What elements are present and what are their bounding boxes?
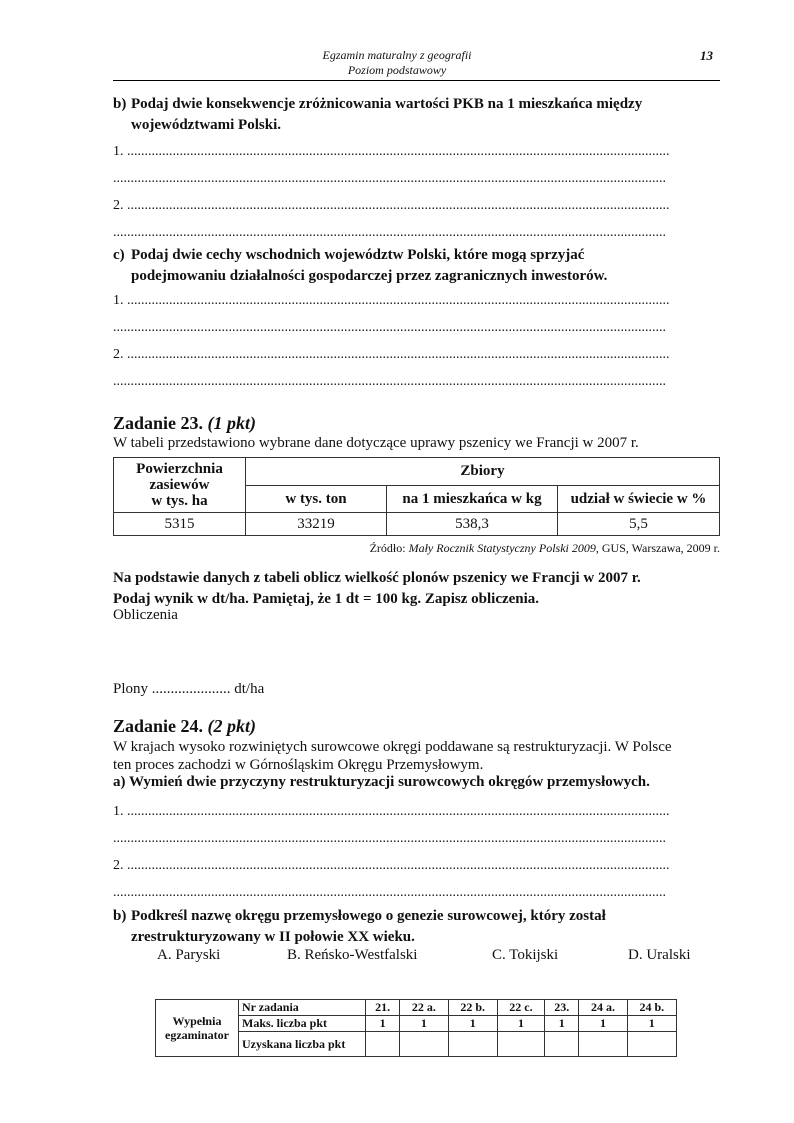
examiner-label-line: egzaminator [165,1028,229,1042]
task24b-label: b) [113,908,127,924]
answer-line[interactable]: 2. ........................................................................................................................................................... [113,198,670,213]
examiner-label [156,1000,239,1057]
table-source [370,541,720,556]
task23-instruction [113,568,720,610]
task24b-line2: zrestrukturyzowany w II połowie XX wieku. [131,929,415,945]
task23-number: Zadanie 23. [113,413,204,433]
option-d[interactable]: D. Uralski [628,947,691,963]
max-points-cell: 1 [497,1016,544,1032]
max-points-cell: 1 [400,1016,448,1032]
obtained-points-cell[interactable] [627,1032,676,1057]
task22c-line2: podejmowaniu działalności gospodarczej przez zagranicznych inwestorów. [131,268,608,284]
obtained-points-cell[interactable] [366,1032,400,1057]
exam-title: Egzamin maturalny z geografii [322,48,472,62]
task23-instruction-line2: Podaj wynik w dt/ha. Pamiętaj, że 1 dt = 100 kg. Zapisz obliczenia. [113,591,540,607]
max-points-cell: 1 [545,1016,579,1032]
task24-number: Zadanie 24. [113,716,204,736]
header-area [114,458,246,513]
calculations-label: Obliczenia [113,607,178,623]
task22c-label: c) [113,247,125,263]
max-points-cell: 1 [448,1016,497,1032]
header-area-line: zasiewów [149,477,210,493]
task23-instruction-line1: Na podstawie danych z tabeli oblicz wielkość plonów pszenicy we Francji w 2007 r. [113,570,641,586]
task-number-cell: 24 a. [579,1000,627,1016]
answer-line[interactable]: 2. ........................................................................................................................................................... [113,858,670,873]
header-area-line: w tys. ha [151,493,208,509]
task-number-cell: 21. [366,1000,400,1016]
max-points-cell: 1 [366,1016,400,1032]
answer-line[interactable]: 1. ........................................................................................................................................................... [113,144,670,159]
header-harvest: Zbiory [246,458,720,486]
table-cell: 538,3 [387,513,558,536]
examiner-score-table [155,999,677,1057]
option-b[interactable]: B. Reńsko-Westfalski [287,947,418,963]
examiner-label-line: Wypełnia [172,1014,222,1028]
task22c-question [113,245,720,287]
obtained-points-cell[interactable] [497,1032,544,1057]
header-world-share: udział w świecie w % [558,486,720,513]
task24-title [113,716,256,737]
answer-line[interactable]: .............................................................................................................................................................. [113,225,666,240]
row-label-obtained-points: Uzyskana liczba pkt [239,1032,366,1057]
answer-line[interactable]: .............................................................................................................................................................. [113,831,666,846]
task22b-line2: województwami Polski. [131,117,281,133]
table-cell: 5315 [114,513,246,536]
task-number-cell: 22 a. [400,1000,448,1016]
answer-line[interactable]: 2. ........................................................................................................................................................... [113,347,670,362]
answer-line[interactable]: .............................................................................................................................................................. [113,374,666,389]
task22b-question [113,94,720,136]
row-label-max-points: Maks. liczba pkt [239,1016,366,1032]
task24-intro-line2: ten proces zachodzi w Górnośląskim Okręgu Przemysłowym. [113,757,484,773]
task24b-line1: Podkreśl nazwę okręgu przemysłowego o genezie surowcowej, który został [131,908,606,924]
answer-line[interactable]: .............................................................................................................................................................. [113,320,666,335]
table-cell: 33219 [246,513,387,536]
task23-intro: W tabeli przedstawiono wybrane dane dotyczące uprawy pszenicy we Francji w 2007 r. [113,435,639,451]
max-points-cell: 1 [627,1016,676,1032]
page-number: 13 [700,48,713,63]
task23-points: (1 pkt) [207,413,257,433]
task-number-cell: 22 c. [497,1000,544,1016]
answer-line[interactable]: .............................................................................................................................................................. [113,885,666,900]
task23-title [113,413,256,434]
task24-intro-line1: W krajach wysoko rozwiniętych surowcowe okręgi poddawane są restrukturyzacji. W Polsce [113,739,672,755]
obtained-points-cell[interactable] [448,1032,497,1057]
header-tonnes: w tys. ton [246,486,387,513]
task22c-line1: Podaj dwie cechy wschodnich województw Polski, które mogą sprzyjać [131,247,585,263]
task-number-cell: 22 b. [448,1000,497,1016]
task22b-line1: Podaj dwie konsekwencje zróżnicowania wartości PKB na 1 mieszkańca między [131,96,643,112]
task24a-question: a) Wymień dwie przyczyny restrukturyzacji surowcowych okręgów przemysłowych. [113,774,650,790]
max-points-cell: 1 [579,1016,627,1032]
option-a[interactable]: A. Paryski [157,947,221,963]
row-label-task-number: Nr zadania [239,1000,366,1016]
task-number-cell: 24 b. [627,1000,676,1016]
header-per-capita: na 1 mieszkańca w kg [387,486,558,513]
exam-level: Poziom podstawowy [347,63,447,77]
answer-line[interactable]: .............................................................................................................................................................. [113,171,666,186]
header-area-line: Powierzchnia [136,461,223,477]
answer-line[interactable]: 1. ........................................................................................................................................................... [113,804,670,819]
task24-intro [113,738,720,774]
source-prefix: Źródło: [369,541,409,555]
option-c[interactable]: C. Tokijski [492,947,559,963]
obtained-points-cell[interactable] [579,1032,627,1057]
task24b-question [113,906,720,948]
obtained-points-cell[interactable] [400,1032,448,1057]
source-title: Mały Rocznik Statystyczny Polski 2009 [408,541,596,555]
obtained-points-cell[interactable] [545,1032,579,1057]
header-divider [113,80,720,81]
yield-answer[interactable]: Plony ..................... dt/ha [113,681,265,697]
task24-points: (2 pkt) [207,716,257,736]
task22b-label: b) [113,96,127,112]
table-cell: 5,5 [558,513,720,536]
wheat-data-table [113,457,720,536]
exam-header [0,48,794,78]
task-number-cell: 23. [545,1000,579,1016]
answer-line[interactable]: 1. ........................................................................................................................................................... [113,293,670,308]
source-suffix: , GUS, Warszawa, 2009 r. [595,541,720,555]
